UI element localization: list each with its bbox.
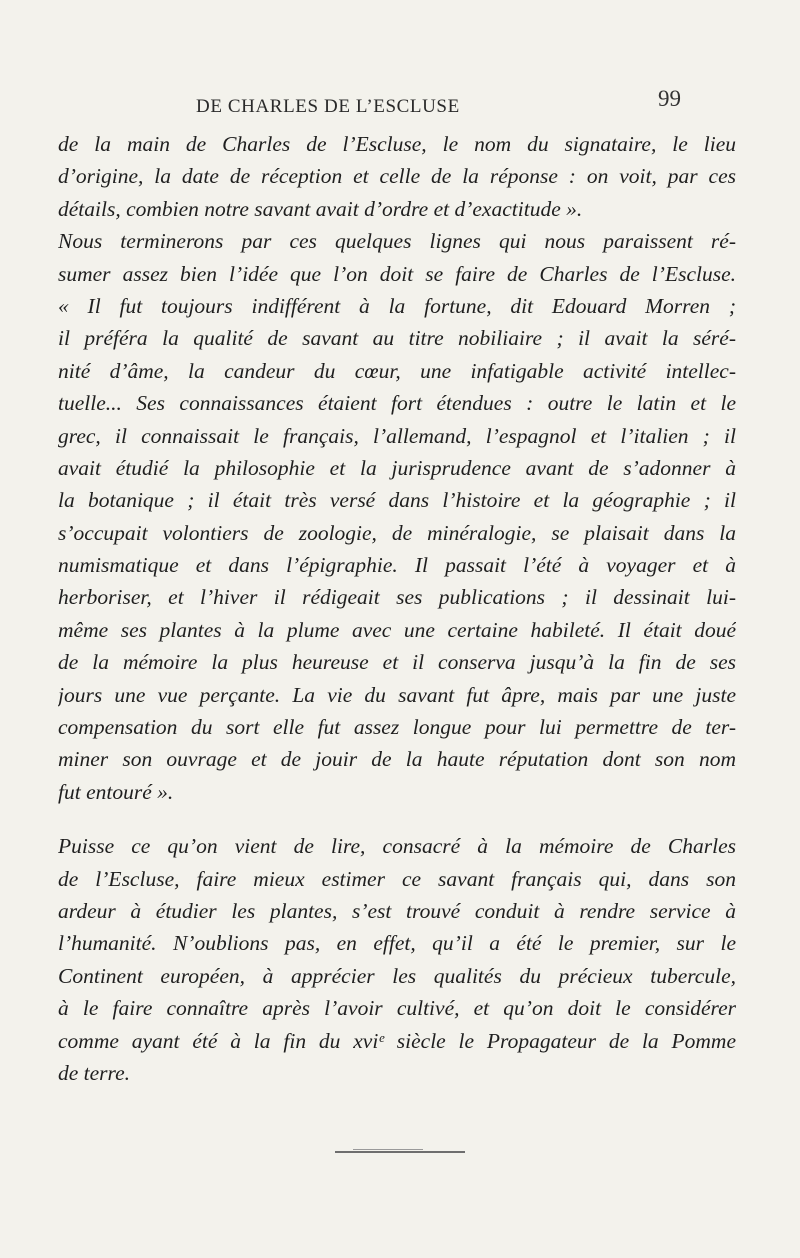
- text-line: Continent européen, à apprécier les qualités du précieux tubercule,: [58, 963, 736, 988]
- paragraph-spacer: [58, 808, 736, 830]
- text-line: Nous terminerons par ces quelques lignes qui nous paraissent ré-: [58, 229, 736, 254]
- text-line: détails, combien notre savant avait d’ordre et d’exactitude ».: [58, 196, 583, 221]
- text-line: numismatique et dans l’épigraphie. Il passait l’été à voyager et à: [58, 553, 736, 578]
- text-line: jours une vue perçante. La vie du savant fut âpre, mais par une juste: [58, 682, 736, 707]
- text-line: d’origine, la date de réception et celle de la réponse : on voit, par ces: [58, 164, 736, 189]
- text-line: sumer assez bien l’idée que l’on doit se faire de Charles de l’Escluse.: [58, 261, 736, 286]
- text-line: s’occupait volontiers de zoologie, de minéralogie, se plaisait dans la: [58, 520, 736, 545]
- text-line: grec, il connaissait le français, l’allemand, l’espagnol et l’italien ; il: [58, 423, 736, 448]
- body-text: [58, 128, 736, 1089]
- end-rule-divider: [335, 1151, 465, 1153]
- text-line: l’humanité. N’oublions pas, en effet, qu’il a été le premier, sur le: [58, 931, 736, 956]
- paragraph-quotation: [58, 128, 736, 808]
- page-number: 99: [658, 86, 681, 111]
- text-line: fut entouré ».: [58, 779, 174, 804]
- text-line: Puisse ce qu’on vient de lire, consacré à la mémoire de Charles: [58, 834, 736, 859]
- text-line: comme ayant été à la fin du xviᵉ siècle le Propagateur de la Pomme: [58, 1028, 736, 1053]
- text-line: la botanique ; il était très versé dans l’histoire et la géographie ; il: [58, 488, 736, 513]
- text-line: de la mémoire la plus heureuse et il conserva jusqu’à la fin de ses: [58, 650, 736, 675]
- text-line: compensation du sort elle fut assez longue pour lui permettre de ter-: [58, 715, 736, 740]
- text-line: avait étudié la philosophie et la jurisprudence avant de s’adonner à: [58, 455, 736, 480]
- text-line: même ses plantes à la plume avec une certaine habileté. Il était doué: [58, 617, 736, 642]
- text-line: de terre.: [58, 1060, 131, 1085]
- running-title: DE CHARLES DE L’ESCLUSE: [196, 96, 460, 117]
- text-line: herboriser, et l’hiver il rédigeait ses publications ; il dessinait lui-: [58, 585, 736, 610]
- text-line: de l’Escluse, faire mieux estimer ce savant français qui, dans son: [58, 866, 736, 891]
- text-line: nité d’âme, la candeur du cœur, une infatigable activité intellec-: [58, 358, 736, 383]
- text-line: tuelle... Ses connaissances étaient fort étendues : outre le latin et le: [58, 391, 736, 416]
- text-line: de la main de Charles de l’Escluse, le nom du signataire, le lieu: [58, 132, 736, 156]
- text-line: miner son ouvrage et de jouir de la haute réputation dont son nom: [58, 747, 736, 772]
- paragraph-conclusion: [58, 830, 736, 1089]
- text-line: ardeur à étudier les plantes, s’est trouvé conduit à rendre service à: [58, 898, 736, 923]
- text-line: « Il fut toujours indifférent à la fortune, dit Edouard Morren ;: [58, 293, 736, 318]
- text-line: il préféra la qualité de savant au titre nobiliaire ; il avait la séré-: [58, 326, 736, 351]
- text-line: à le faire connaître après l’avoir cultivé, et qu’on doit le considérer: [58, 996, 736, 1021]
